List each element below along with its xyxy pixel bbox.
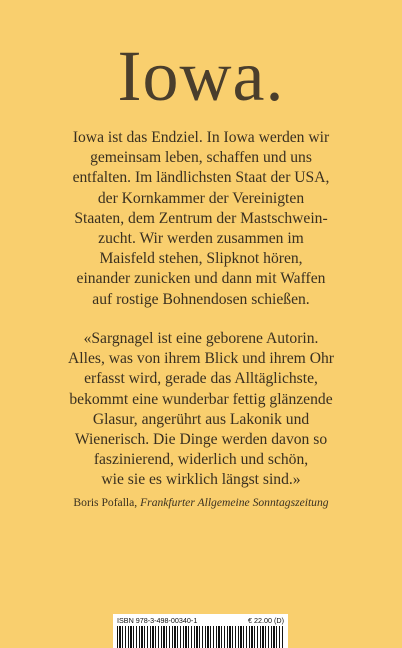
blurb-line: Iowa ist das Endziel. In Iowa werden wir	[72, 129, 330, 146]
blurb-line: Maisfeld stehen, Slipknot hören,	[99, 250, 303, 268]
blurb-line: entfalten. Im ländlichsten Staat der USA,	[72, 169, 330, 187]
quote-line: «Sargnagel ist eine geborene Autorin.	[83, 330, 319, 347]
blurb-text	[30, 128, 372, 310]
quote-line: bekommt eine wunderbar fettig glänzende	[69, 390, 333, 408]
quote-line: Alles, was von ihrem Blick und ihrem Ohr	[68, 350, 334, 368]
blurb-line: gemeinsam leben, schaffen und uns	[90, 149, 312, 167]
attribution-source: Frankfurter Allgemeine Sonntagszeitung	[140, 496, 329, 509]
attribution-author: Boris Pofalla,	[73, 496, 141, 509]
review-quote	[30, 329, 372, 491]
price-text: € 22.00 (D)	[248, 616, 284, 625]
isbn-text: ISBN 978-3-498-00340-1	[117, 616, 198, 625]
blurb-line: auf rostige Bohnendosen schießen.	[92, 290, 310, 308]
blurb-line: Staaten, dem Zentrum der Mastschwein-	[74, 209, 328, 227]
isbn-line	[117, 616, 284, 625]
barcode-bars	[117, 626, 284, 648]
quote-line: Glasur, angerührt aus Lakonik und	[92, 410, 310, 428]
blurb-line: der Kornkammer der Vereinigten	[97, 189, 305, 207]
blurb-line: zucht. Wir werden zusammen im	[98, 230, 304, 248]
quote-attribution	[0, 496, 402, 510]
barcode-label	[113, 614, 288, 648]
quote-line: wie sie es wirklich längst sind.»	[101, 471, 301, 489]
book-title: Iowa.	[117, 36, 285, 116]
quote-line: erfasst wird, gerade das Alltäglichste,	[84, 370, 318, 388]
blurb-line: einander zunicken und dann mit Waffen	[76, 270, 326, 288]
quote-line: faszinierend, widerlich und schön,	[93, 451, 309, 469]
quote-line: Wienerisch. Die Dinge werden davon so	[74, 431, 328, 449]
